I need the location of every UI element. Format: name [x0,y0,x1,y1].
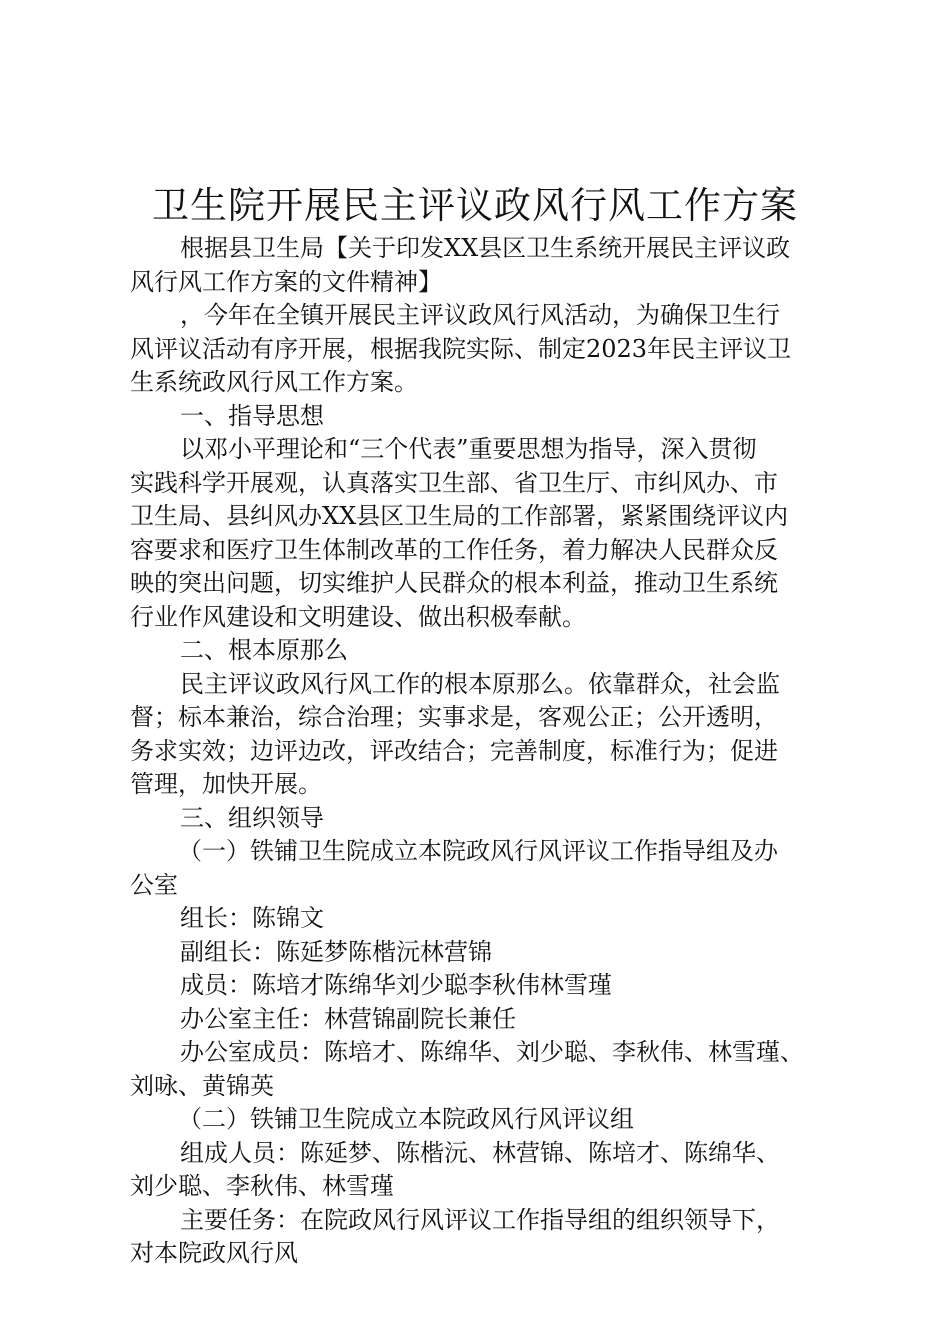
paragraph-line: 以邓小平理论和“三个代表”重要思想为指导，深入贯彻 [180,435,757,463]
paragraph-line: 刘少聪、李秋伟、林雪瑾 [130,1172,394,1200]
document-body [130,232,830,1271]
paragraph-line: 卫生局、县纠风办XX县区卫生局的工作部署，紧紧围绕评议内 [130,502,789,530]
paragraph-line: 容要求和医疗卫生体制改革的工作任务，着力解决人民群众反 [130,535,778,564]
section-heading: 二、根本原那么 [180,636,348,664]
subsection-heading: （一）铁铺卫生院成立本院政风行风评议工作指导组及办 [178,837,778,865]
paragraph-line: 督；标本兼治，综合治理；实事求是，客观公正；公开透明， [130,703,778,731]
paragraph-line: 映的突出问题，切实维护人民群众的根本利益，推动卫生系统 [130,569,778,597]
paragraph-line: 务求实效；边评边改，评改结合；完善制度，标准行为；促进 [130,736,778,765]
list-item: 主要任务：在院政风行风评议工作指导组的组织领导下， [180,1205,780,1234]
paragraph-line: 公室 [130,870,178,899]
paragraph-line: 风行风工作方案的文件精神】 [130,267,442,296]
paragraph-line: 民主评议政风行风工作的根本原那么。依靠群众，社会监 [180,669,780,698]
section-heading: 三、组织领导 [180,803,324,832]
paragraph-line: 实践科学开展观，认真落实卫生部、省卫生厅、市纠风办、市 [130,468,778,497]
paragraph-line: 根据县卫生局【关于印发XX县区卫生系统开展民主评议政 [180,234,791,262]
paragraph-line: 生系统政风行风工作方案。 [130,368,418,396]
list-item: 成员：陈培才陈绵华刘少聪李秋伟林雪瑾 [180,971,612,999]
list-item: 组长：陈锦文 [180,904,324,932]
paragraph-line: 刘咏、黄锦英 [130,1071,274,1100]
paragraph-line: 管理，加快开展。 [130,770,322,798]
list-item: 组成人员：陈延梦、陈楷沅、林营锦、陈培才、陈绵华、 [180,1138,780,1167]
paragraph-line: 行业作风建设和文明建设、做出积极奉献。 [130,602,586,631]
paragraph-line: ，今年在全镇开展民主评议政风行风活动，为确保卫生行 [180,301,780,329]
paragraph-line: 风评议活动有序开展，根据我院实际、制定2023年民主评议卫 [130,334,792,363]
paragraph-line: 对本院政风行风 [130,1239,298,1267]
section-heading: 一、指导思想 [180,401,324,430]
list-item: 副组长：陈延梦陈楷沅林营锦 [180,937,492,966]
list-item: 办公室主任：林营锦副院长兼任 [180,1004,516,1033]
list-item: 办公室成员：陈培才、陈绵华、刘少聪、李秋伟、林雪瑾、 [180,1038,804,1066]
document-title: 卫生院开展民主评议政风行风工作方案 [152,184,798,227]
subsection-heading: （二）铁铺卫生院成立本院政风行风评议组 [178,1105,634,1133]
